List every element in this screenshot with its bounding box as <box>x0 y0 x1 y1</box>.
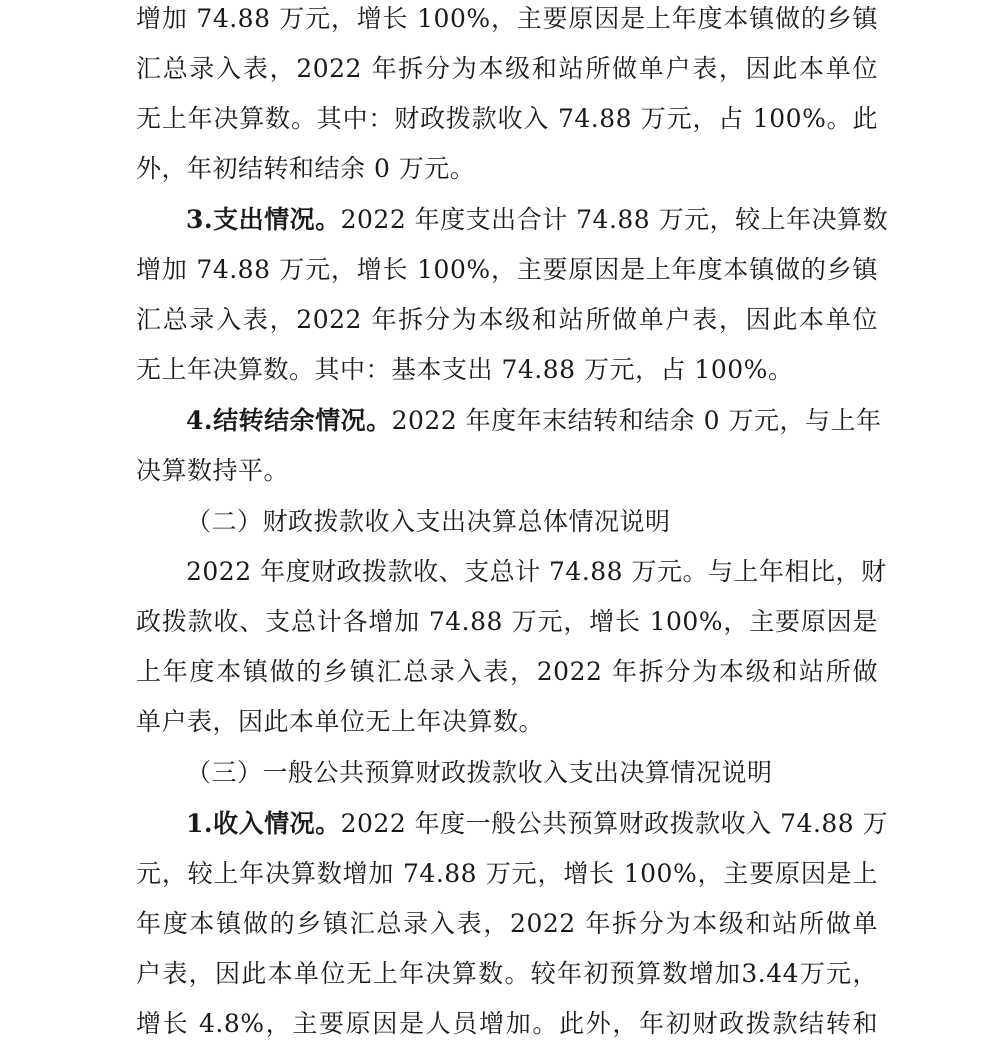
fiscal-total-first-line: 2022 年度财政拨款收、支总计 74.88 万元。与上年相比，财 <box>186 557 887 586</box>
carryover-line1-text: 2022 年度年末结转和结余 0 万元，与上年 <box>391 406 882 435</box>
fiscal-total-line: 上年度本镇做的乡镇汇总录入表，2022 年拆分为本级和站所做 <box>136 657 878 686</box>
section-heading-2: （二）财政拨款收入支出决算总体情况说明 <box>186 507 671 536</box>
general-income-first-line <box>186 799 889 849</box>
income-paragraph-line: 无上年决算数。其中：财政拨款收入 74.88 万元，占 100%。此 <box>136 104 878 133</box>
expenditure-paragraph-line: 无上年决算数。其中：基本支出 74.88 万元，占 100%。 <box>136 355 794 384</box>
general-income-line: 增长 4.8%，主要原因是人员增加。此外，年初财政拨款结转和 <box>136 1009 878 1038</box>
expenditure-paragraph-line: 增加 74.88 万元，增长 100%，主要原因是上年度本镇做的乡镇 <box>136 255 878 284</box>
expenditure-paragraph-first-line <box>186 195 889 245</box>
expenditure-line1-text: 2022 年度支出合计 74.88 万元，较上年决算数 <box>340 205 889 234</box>
general-income-section-title: 1.收入情况。 <box>186 809 341 838</box>
expenditure-section-title: 3.支出情况。 <box>186 205 341 234</box>
income-paragraph-line: 增加 74.88 万元，增长 100%，主要原因是上年度本镇做的乡镇 <box>136 4 878 33</box>
general-income-line1-text: 2022 年度一般公共预算财政拨款收入 74.88 万 <box>340 809 889 838</box>
income-paragraph-line: 汇总录入表，2022 年拆分为本级和站所做单户表，因此本单位 <box>136 54 878 83</box>
fiscal-total-line: 单户表，因此本单位无上年决算数。 <box>136 707 545 736</box>
carryover-section-title: 4.结转结余情况。 <box>186 406 392 435</box>
expenditure-paragraph-line: 汇总录入表，2022 年拆分为本级和站所做单户表，因此本单位 <box>136 305 878 334</box>
general-income-line: 元，较上年决算数增加 74.88 万元，增长 100%，主要原因是上 <box>136 859 878 888</box>
carryover-paragraph-line: 决算数持平。 <box>136 456 290 485</box>
income-paragraph-line: 外，年初结转和结余 0 万元。 <box>136 154 476 183</box>
section-heading-3: （三）一般公共预算财政拨款收入支出决算情况说明 <box>186 758 773 787</box>
carryover-paragraph-first-line <box>186 396 882 446</box>
general-income-line: 年度本镇做的乡镇汇总录入表，2022 年拆分为本级和站所做单 <box>136 909 878 938</box>
fiscal-total-line: 政拨款收、支总计各增加 74.88 万元，增长 100%，主要原因是 <box>136 607 878 636</box>
general-income-line: 户表，因此本单位无上年决算数。较年初预算数增加3.44万元， <box>136 959 878 988</box>
